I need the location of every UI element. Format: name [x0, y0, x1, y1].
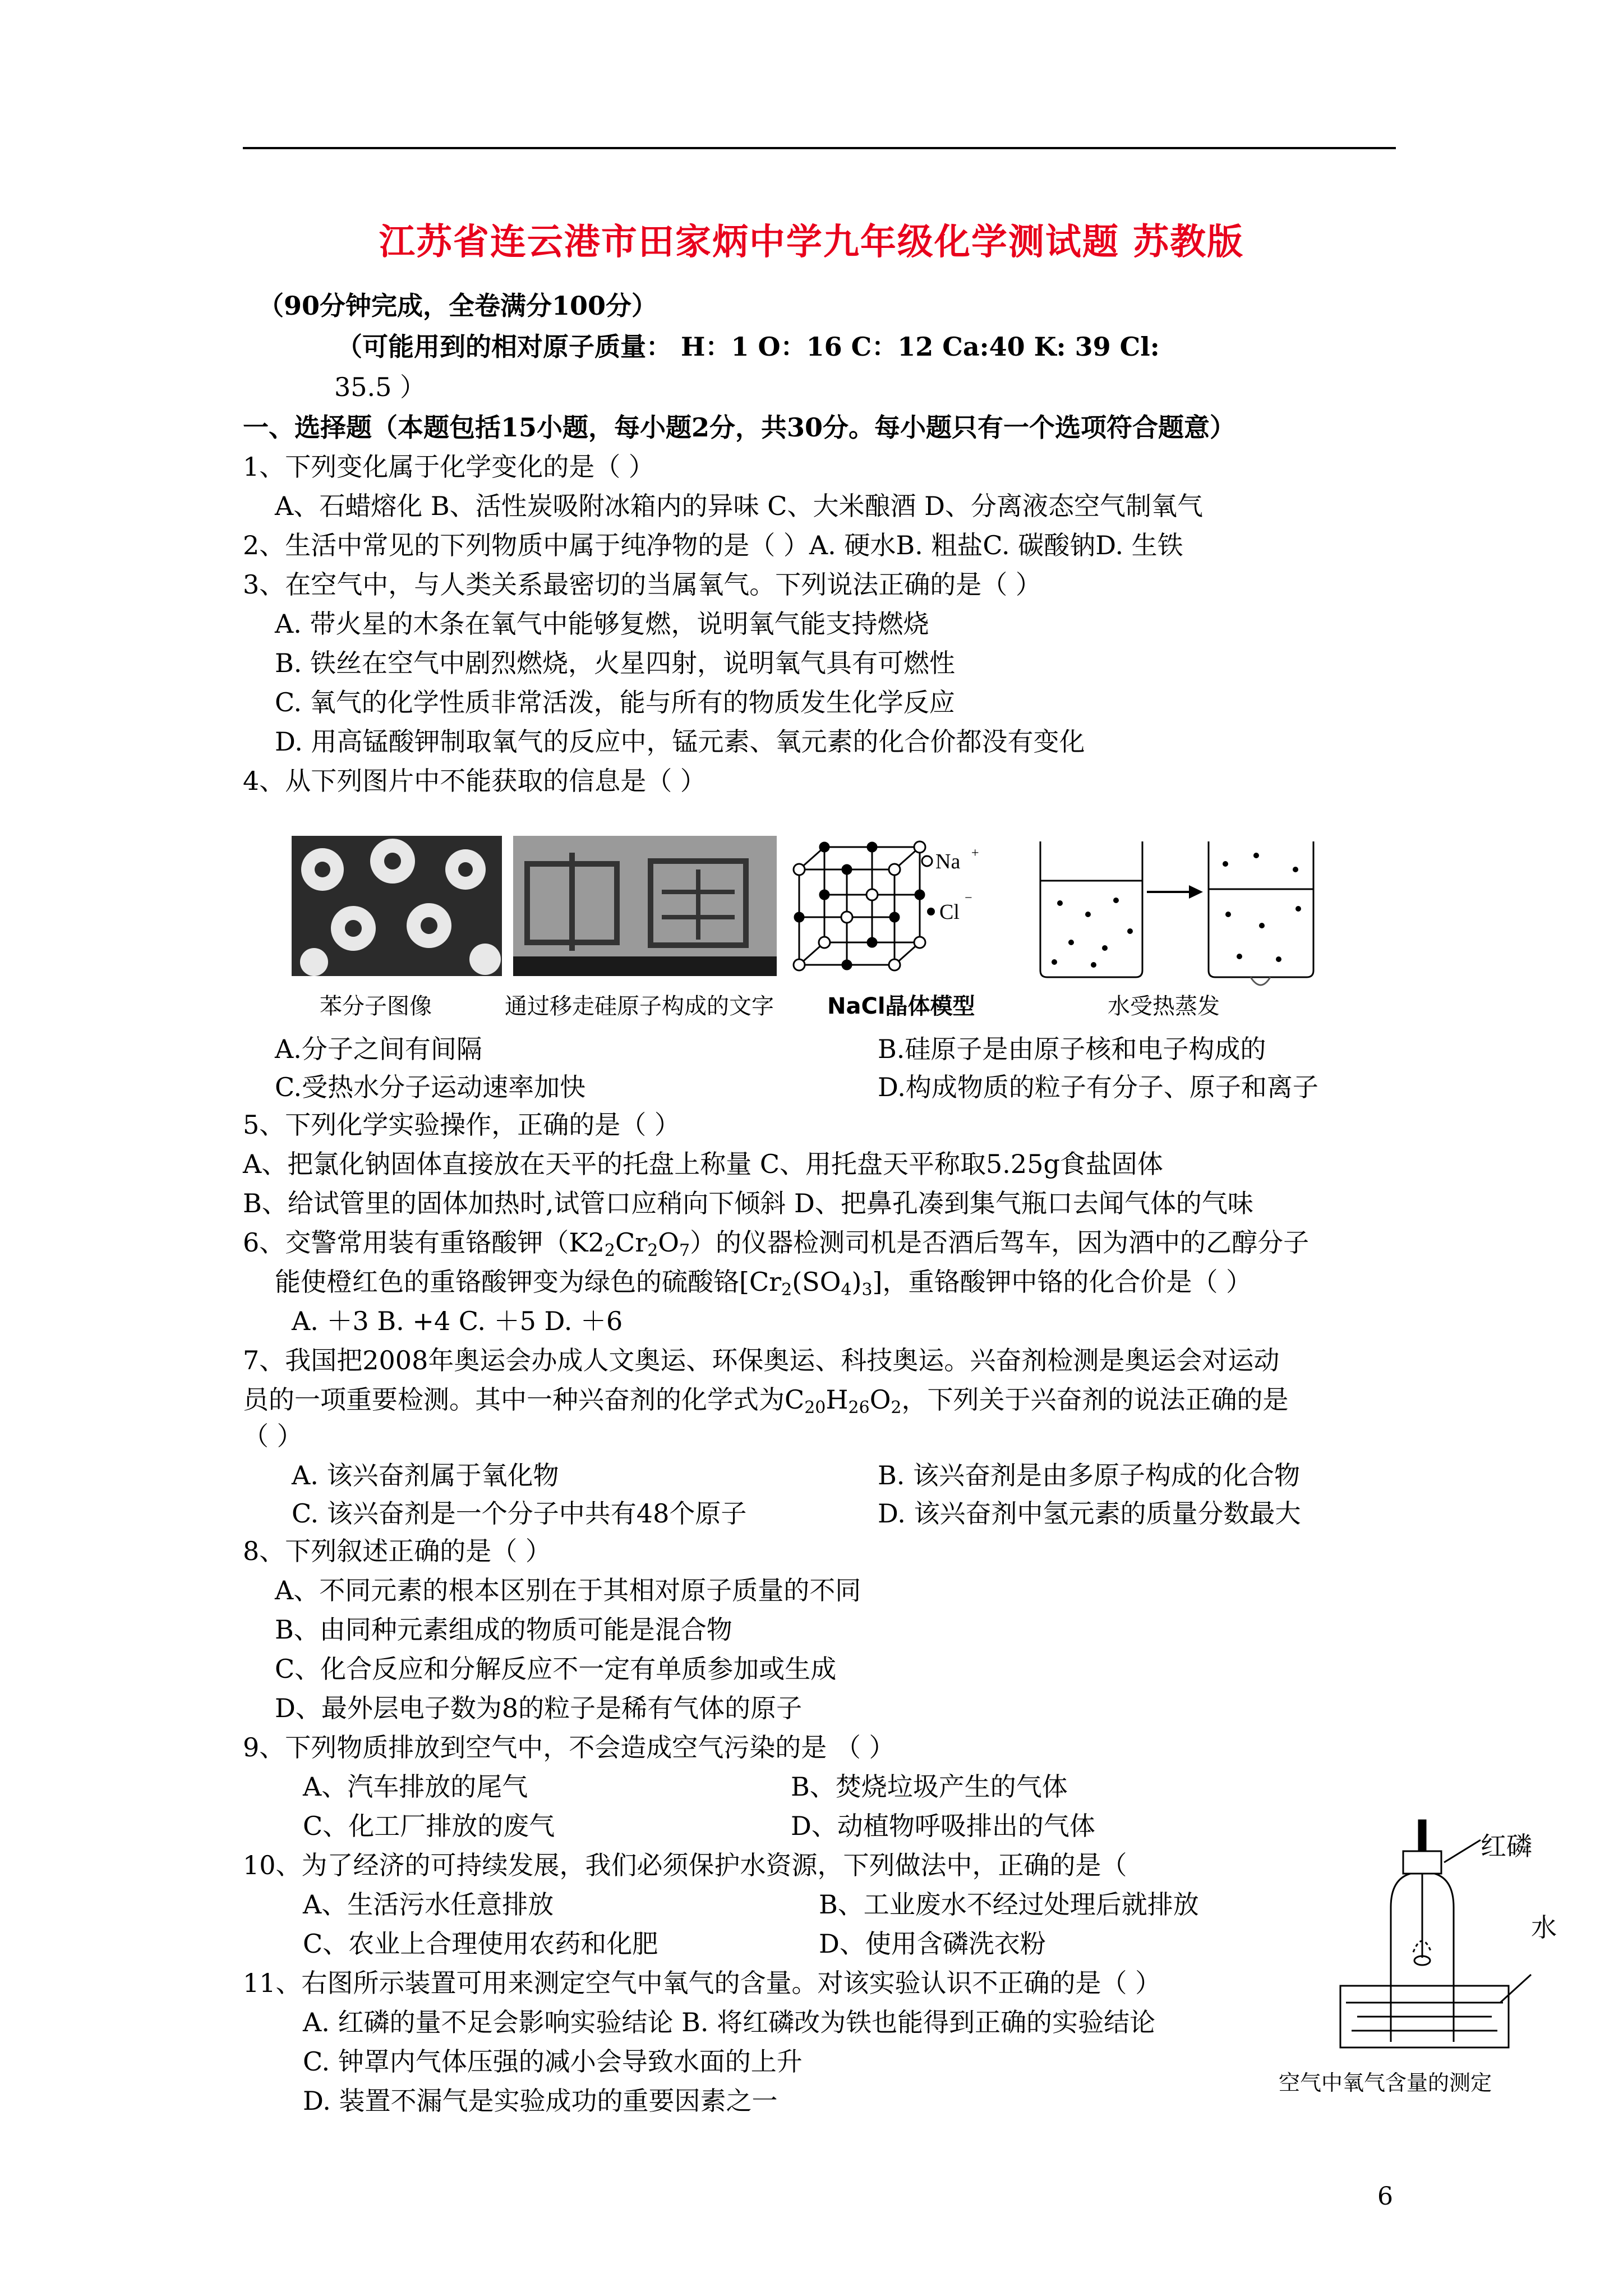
- atomic-mass-cont: 35.5 ）: [334, 372, 426, 402]
- cl-legend-icon: [927, 908, 935, 915]
- q4-option-a: A.分子之间有间隔: [275, 1034, 482, 1064]
- section-header: 一、选择题（本题包括15小题，每小题2分，共30分。每小题只有一个选项符合题意）: [243, 412, 1236, 443]
- page-number: 6: [1377, 2182, 1393, 2211]
- q6-line1: 6、交警常用装有重铬酸钾$(K2_2Cr_2O_7)$的仪器检测司机是否酒后驾车，因为酒中的乙醇分子: [243, 1227, 1310, 1260]
- benzene-image: [292, 836, 502, 976]
- q3-option-a: A. 带火星的木条在氧气中能够复燃，说明氧气能支持燃烧: [275, 609, 929, 639]
- q8-stem: 8、下列叙述正确的是（ ）: [243, 1536, 551, 1566]
- q2-stem: 2、生活中常见的下列物质中属于纯净物的是（ ）A. 硬水B. 粗盐C. 碳酸钠D. 生铁: [243, 530, 1183, 560]
- na-charge: +: [971, 846, 979, 861]
- cl-charge: −: [965, 891, 972, 905]
- q4-figures: [292, 830, 1413, 987]
- q1-options: A、石蜡熔化 B、活性炭吸附冰箱内的异味 C、大米酿酒 D、分离液态空气制氧气: [275, 491, 1203, 521]
- figure-caption-oxygen: 空气中氧气含量的测定: [1279, 2070, 1492, 2095]
- q9-option-d: D、动植物呼吸排出的气体: [791, 1811, 1095, 1841]
- q9-option-c: C、化工厂排放的废气: [303, 1811, 555, 1841]
- q9-option-b: B、焚烧垃圾产生的气体: [791, 1772, 1068, 1802]
- q10-option-c: C、农业上合理使用农药和化肥: [303, 1929, 658, 1959]
- q7-line2: 员的一项重要检测。其中一种兴奋剂的化学式为$C_{20}H_{26}O_2$，下列关于兴奋剂的说法正确的是: [243, 1384, 1289, 1418]
- caption-nacl: NaCl晶体模型: [827, 993, 975, 1019]
- q11-option-ab: A. 红磷的量不足会影响实验结论 B. 将红磷改为铁也能得到正确的实验结论: [303, 2007, 1156, 2037]
- q10-option-d: D、使用含磷洗衣粉: [819, 1929, 1046, 1959]
- q10-option-b: B、工业废水不经过处理后就排放: [819, 1889, 1199, 1920]
- q6-line2: 能使橙红色的重铬酸钾变为绿色的硫酸铬$[Cr_2(SO_4)_3]$，重铬酸钾中铬的化合价是（ ）: [275, 1267, 1252, 1300]
- nacl-crystal-model: [794, 841, 925, 970]
- q9-option-a: A、汽车排放的尾气: [303, 1772, 528, 1802]
- cl-label: Cl: [939, 900, 960, 924]
- q4-option-d: D.构成物质的粒子有分子、原子和离子: [878, 1072, 1318, 1102]
- q7-option-d: D. 该兴奋剂中氢元素的质量分数最大: [878, 1498, 1301, 1529]
- q11-option-d: D. 装置不漏气是实验成功的重要因素之一: [303, 2086, 778, 2116]
- q4-option-c: C.受热水分子运动速率加快: [275, 1072, 586, 1102]
- q8-option-c: C、化合反应和分解反应不一定有单质参加或生成: [275, 1654, 837, 1684]
- q7-option-b: B. 该兴奋剂是由多原子构成的化合物: [878, 1460, 1301, 1490]
- q8-option-d: D、最外层电子数为8的粒子是稀有气体的原子: [275, 1693, 803, 1723]
- q1-stem: 1、下列变化属于化学变化的是（ ）: [243, 452, 654, 482]
- q3-stem: 3、在空气中，与人类关系最密切的当属氧气。下列说法正确的是（ ）: [243, 569, 1041, 600]
- atomic-mass-line: （可能用到的相对原子质量： H：1 O：16 C：12 Ca:40 K: 39 Cl:: [336, 332, 1160, 362]
- q11-stem: 11、右图所示装置可用来测定空气中氧气的含量。对该实验认识不正确的是（ ）: [243, 1968, 1161, 1998]
- q10-stem: 10、为了经济的可持续发展，我们必须保护水资源，下列做法中，正确的是（: [243, 1850, 1127, 1880]
- beaker-heated-icon: [1209, 841, 1313, 985]
- na-label: Na: [935, 850, 961, 873]
- q4-stem: 4、从下列图片中不能获取的信息是（ ）: [243, 766, 706, 796]
- q3-option-d: D. 用高锰酸钾制取氧气的反应中，锰元素、氧元素的化合价都没有变化: [275, 726, 1085, 757]
- q5-row1: A、把氯化钠固体直接放在天平的托盘上称量 C、用托盘天平称取5.25g食盐固体: [243, 1149, 1163, 1179]
- q8-option-a: A、不同元素的根本区别在于其相对原子质量的不同: [275, 1575, 861, 1605]
- label-red-phosphorus: 红磷: [1481, 1831, 1532, 1861]
- q8-option-b: B、由同种元素组成的物质可能是混合物: [275, 1614, 732, 1645]
- q3-option-c: C. 氧气的化学性质非常活泼，能与所有的物质发生化学反应: [275, 687, 955, 717]
- q4-option-b: B.硅原子是由原子核和电子构成的: [878, 1034, 1266, 1064]
- arrow-icon: [1147, 885, 1203, 899]
- q7-option-c: C. 该兴奋剂是一个分子中共有48个原子: [292, 1498, 747, 1529]
- q9-stem: 9、下列物质排放到空气中，不会造成空气污染的是 （ ）: [243, 1732, 895, 1763]
- label-water: 水: [1531, 1912, 1557, 1943]
- time-line: （90分钟完成，全卷满分100分）: [258, 291, 658, 321]
- q10-option-a: A、生活污水任意排放: [303, 1889, 554, 1920]
- q7-line3: （ ）: [243, 1421, 303, 1451]
- caption-silicon: 通过移走硅原子构成的文字: [505, 993, 774, 1019]
- na-legend-icon: [922, 856, 932, 866]
- q3-option-b: B. 铁丝在空气中剧烈燃烧，火星四射，说明氧气具有可燃性: [275, 648, 956, 678]
- q7-line1: 7、我国把2008年奥运会办成人文奥运、环保奥运、科技奥运。兴奋剂检测是奥运会对运动: [243, 1345, 1280, 1375]
- q7-option-a: A. 该兴奋剂属于氧化物: [292, 1460, 559, 1490]
- page-title: 江苏省连云港市田家炳中学九年级化学测试题 苏教版: [379, 221, 1244, 263]
- silicon-atoms-image: [513, 836, 777, 976]
- q11-option-c: C. 钟罩内气体压强的减小会导致水面的上升: [303, 2046, 803, 2077]
- header-rule: [243, 147, 1396, 149]
- q5-stem: 5、下列化学实验操作，正确的是（ ）: [243, 1110, 680, 1140]
- caption-benzene: 苯分子图像: [320, 993, 432, 1019]
- q5-row2: B、给试管里的固体加热时,试管口应稍向下倾斜 D、把鼻孔凑到集气瓶口去闻气体的气味: [243, 1188, 1253, 1218]
- beaker-before-icon: [1040, 841, 1142, 977]
- q6-options: A. ＋3 B. +4 C. ＋5 D. ＋6: [292, 1306, 623, 1336]
- caption-evaporation: 水受热蒸发: [1108, 993, 1220, 1019]
